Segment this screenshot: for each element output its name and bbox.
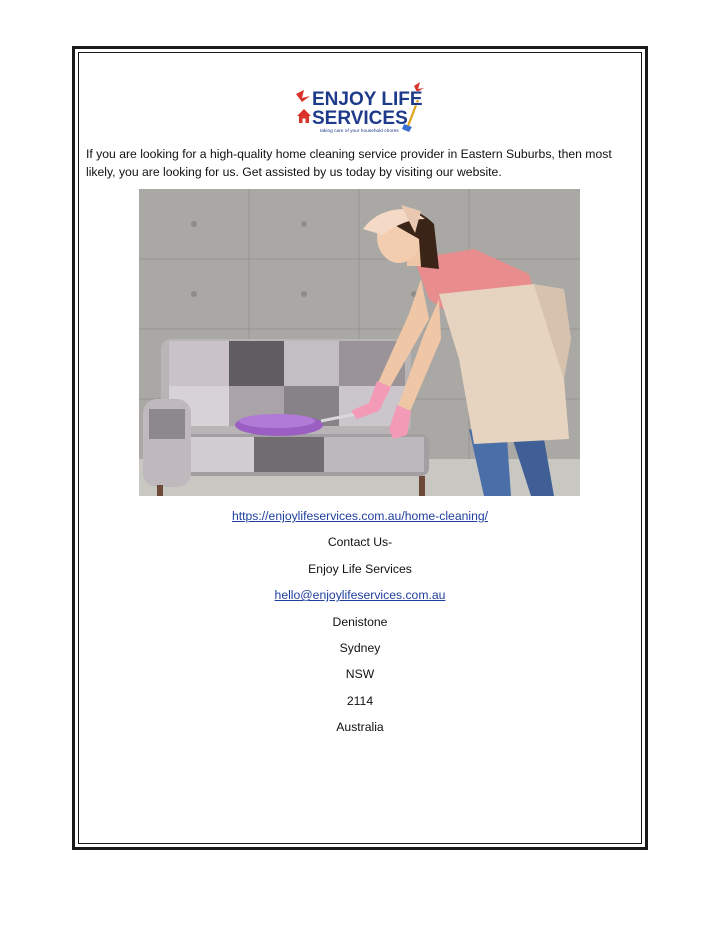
logo-line1: ENJOY LIFE [312, 89, 423, 110]
enjoy-life-services-logo [290, 80, 430, 136]
company-name: Enjoy Life Services [308, 561, 412, 576]
address-postcode: 2114 [346, 693, 374, 708]
address-state: NSW [345, 667, 375, 682]
intro-paragraph: If you are looking for a high-quality home cleaning service provider in Eastern Suburbs, then most likely, you are looking for us. Get assisted by us today by visiting our website. [86, 147, 612, 179]
website-link[interactable]: https://enjoylifeservices.com.au/home-cleaning/ [231, 509, 489, 523]
contact-block [76, 507, 644, 745]
logo-splash-icon [296, 90, 310, 102]
logo-line2: SERVICES [312, 108, 408, 129]
cleaning-photo [139, 189, 580, 496]
address-country: Australia [336, 720, 384, 735]
email-link[interactable]: hello@enjoylifeservices.com.au [274, 588, 446, 603]
contact-heading: Contact Us- [327, 535, 393, 550]
address-suburb: Denistone [332, 614, 388, 629]
address-city: Sydney [339, 640, 381, 655]
house-icon [297, 109, 311, 123]
logo-tagline: taking care of your household chores [320, 129, 399, 134]
